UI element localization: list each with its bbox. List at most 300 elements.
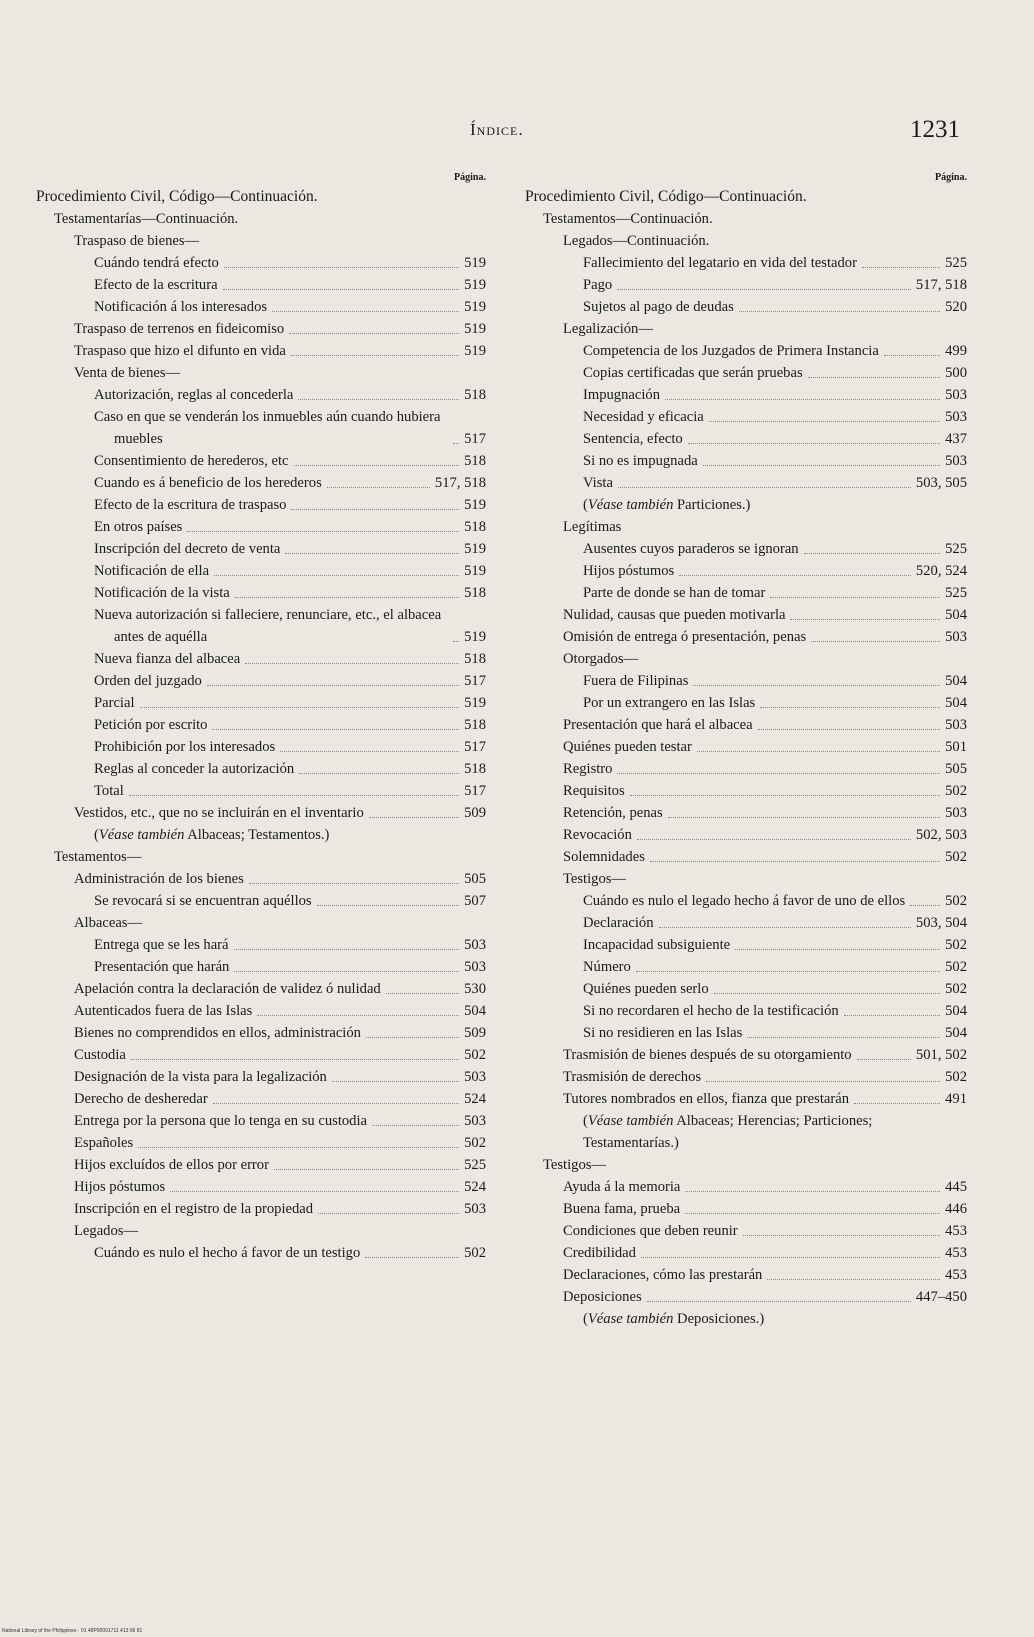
- dot-leader: [138, 1147, 459, 1148]
- index-entry: [36, 890, 486, 912]
- dot-leader: [862, 267, 940, 268]
- index-entry: [36, 868, 486, 890]
- dot-leader: [688, 443, 940, 444]
- entry-text: Necesidad y eficacia: [583, 409, 704, 425]
- entry-text: Hijos póstumos: [583, 563, 675, 579]
- index-entry: [36, 538, 486, 560]
- index-entry: [36, 846, 486, 868]
- entry-text: Cuándo tendrá efecto: [94, 255, 219, 271]
- entry-text: Procedimiento Civil, Código—Continuación.: [36, 188, 318, 205]
- entry-page-ref: 503: [464, 1201, 486, 1217]
- index-entry: [36, 1154, 486, 1176]
- index-entry: [525, 1242, 967, 1264]
- entry-page-ref: 437: [945, 431, 967, 447]
- index-entry: [525, 1022, 967, 1044]
- index-entry: [36, 340, 486, 362]
- dot-leader: [910, 905, 940, 906]
- index-entry: [525, 1066, 967, 1088]
- pagina-label: Página.: [935, 172, 967, 183]
- index-entry: [36, 1088, 486, 1110]
- index-entry: [525, 978, 967, 1000]
- dot-leader: [140, 707, 460, 708]
- index-entry: [525, 670, 967, 692]
- dot-leader: [767, 1279, 940, 1280]
- entry-text: Sujetos al pago de deudas: [583, 299, 734, 315]
- entry-page-ref: 447–450: [915, 1289, 967, 1305]
- index-entry: [525, 362, 967, 384]
- dot-leader: [760, 707, 940, 708]
- dot-leader: [747, 1037, 940, 1038]
- entry-text: (Véase también Albaceas; Herencias; Particiones; Testamentarías.): [583, 1113, 873, 1151]
- entry-text: Custodia: [74, 1047, 126, 1063]
- dot-leader: [299, 773, 459, 774]
- entry-page-ref: 519: [464, 563, 486, 579]
- index-entry: [525, 802, 967, 824]
- dot-leader: [709, 421, 940, 422]
- entry-page-ref: 504: [945, 1003, 967, 1019]
- index-entry: [525, 1154, 967, 1176]
- entry-text: Vestidos, etc., que no se incluirán en el inventario: [74, 805, 364, 821]
- index-entry: [525, 318, 967, 340]
- index-entry: [525, 1044, 967, 1066]
- entry-text: Por un extrangero en las Islas: [583, 695, 756, 711]
- dot-leader: [703, 465, 940, 466]
- entry-page-ref: 517: [464, 783, 486, 799]
- dot-leader: [697, 751, 940, 752]
- entry-text: Administración de los bienes: [74, 871, 244, 887]
- entry-text: Testamentarías—Continuación.: [54, 211, 239, 227]
- entry-text: (Véase también Deposiciones.): [583, 1311, 765, 1327]
- index-list-left: [36, 186, 486, 1264]
- entry-page-ref: 504: [945, 695, 967, 711]
- entry-text: Españoles: [74, 1135, 134, 1151]
- entry-text: Declaraciones, cómo las prestarán: [563, 1267, 763, 1283]
- index-entry: [36, 1242, 486, 1264]
- dot-leader: [811, 641, 940, 642]
- entry-text: Legados—Continuación.: [563, 233, 710, 249]
- index-entry: [36, 230, 486, 252]
- page-title: Índice.: [470, 120, 524, 139]
- entry-text: Si no es impugnada: [583, 453, 698, 469]
- index-entry: [36, 318, 486, 340]
- entry-text: Trasmisión de bienes después de su otorgamiento: [563, 1047, 852, 1063]
- entry-text: Cuándo es nulo el hecho á favor de un testigo: [94, 1245, 361, 1261]
- entry-page-ref: 502: [945, 783, 967, 799]
- index-entry: [525, 186, 967, 208]
- dot-leader: [224, 267, 459, 268]
- entry-page-ref: 519: [464, 255, 486, 271]
- index-entry: [525, 780, 967, 802]
- entry-page-ref: 503: [945, 387, 967, 403]
- see-also-note: [525, 494, 967, 516]
- entry-text: Credibilidad: [563, 1245, 636, 1261]
- index-entry: [525, 1000, 967, 1022]
- index-entry: [525, 340, 967, 362]
- see-also-note: [36, 824, 486, 846]
- entry-text: En otros países: [94, 519, 183, 535]
- entry-page-ref: 503: [945, 717, 967, 733]
- index-entry: [36, 934, 486, 956]
- dot-leader: [280, 751, 459, 752]
- entry-text: Presentación que harán: [94, 959, 230, 975]
- entry-text: Competencia de los Juzgados de Primera Instancia: [583, 343, 879, 359]
- entry-page-ref: 499: [945, 343, 967, 359]
- index-entry: [525, 1264, 967, 1286]
- index-entry: [36, 450, 486, 472]
- dot-leader: [743, 1235, 940, 1236]
- dot-leader: [636, 971, 940, 972]
- entry-text: Testamentos—: [54, 849, 142, 865]
- entry-page-ref: 509: [464, 1025, 486, 1041]
- entry-text: Incapacidad subsiguiente: [583, 937, 731, 953]
- entry-text: Total: [94, 783, 124, 799]
- entry-page-ref: 491: [945, 1091, 967, 1107]
- entry-text: Nueva fianza del albacea: [94, 651, 241, 667]
- dot-leader: [332, 1081, 459, 1082]
- dot-leader: [257, 1015, 459, 1016]
- entry-page-ref: 519: [464, 277, 486, 293]
- index-entry: [525, 626, 967, 648]
- dot-leader: [207, 685, 459, 686]
- entry-page-ref: 509: [464, 805, 486, 821]
- dot-leader: [706, 1081, 940, 1082]
- index-entry: [36, 648, 486, 670]
- see-also-note: [525, 1110, 967, 1154]
- index-entry: [525, 406, 967, 428]
- entry-text: Traspaso que hizo el difunto en vida: [74, 343, 286, 359]
- entry-text: Legítimas: [563, 519, 622, 535]
- index-entry: [525, 758, 967, 780]
- entry-page-ref: 518: [464, 651, 486, 667]
- entry-text: Hijos excluídos de ellos por error: [74, 1157, 269, 1173]
- dot-leader: [884, 355, 940, 356]
- entry-page-ref: 517, 518: [434, 475, 486, 491]
- dot-leader: [249, 883, 459, 884]
- index-entry: [525, 890, 967, 912]
- entry-page-ref: 503: [945, 409, 967, 425]
- index-entry: [36, 1110, 486, 1132]
- entry-text: Tutores nombrados en ellos, fianza que prestarán: [563, 1091, 849, 1107]
- index-entry: [525, 208, 967, 230]
- entry-text: Traspaso de terrenos en fideicomiso: [74, 321, 285, 337]
- index-entry: [36, 1220, 486, 1242]
- entry-page-ref: 503: [945, 629, 967, 645]
- entry-page-ref: 446: [945, 1201, 967, 1217]
- entry-text: Copias certificadas que serán pruebas: [583, 365, 803, 381]
- entry-text: Declaración: [583, 915, 654, 931]
- entry-page-ref: 525: [945, 541, 967, 557]
- index-entry: [36, 692, 486, 714]
- index-entry: [525, 252, 967, 274]
- entry-text: Autorización, reglas al concederla: [94, 387, 294, 403]
- index-entry: [36, 560, 486, 582]
- entry-text: Reglas al conceder la autorización: [94, 761, 295, 777]
- index-entry: [525, 1198, 967, 1220]
- entry-page-ref: 524: [464, 1091, 486, 1107]
- index-entry: [525, 472, 967, 494]
- entry-page-ref: 507: [464, 893, 486, 909]
- entry-page-ref: 518: [464, 761, 486, 777]
- index-entry: [36, 670, 486, 692]
- entry-text: Retención, penas: [563, 805, 663, 821]
- index-entry: [36, 956, 486, 978]
- dot-leader: [386, 993, 459, 994]
- entry-text: Registro: [563, 761, 613, 777]
- entry-text: Impugnación: [583, 387, 661, 403]
- entry-text: Entrega que se les hará: [94, 937, 229, 953]
- entry-page-ref: 502: [464, 1135, 486, 1151]
- dot-leader: [453, 443, 459, 444]
- index-entry: [525, 824, 967, 846]
- dot-leader: [212, 729, 459, 730]
- dot-leader: [790, 619, 940, 620]
- entry-text: Testigos—: [543, 1157, 607, 1173]
- entry-page-ref: 501, 502: [915, 1047, 967, 1063]
- index-entry: [525, 648, 967, 670]
- index-entry: [36, 582, 486, 604]
- index-entry: [36, 252, 486, 274]
- entry-page-ref: 502, 503: [915, 827, 967, 843]
- entry-page-ref: 503: [945, 805, 967, 821]
- entry-page-ref: 517: [464, 431, 486, 447]
- dot-leader: [844, 1015, 940, 1016]
- entry-text: Requisitos: [563, 783, 625, 799]
- entry-page-ref: 503: [464, 937, 486, 953]
- entry-page-ref: 503: [464, 1069, 486, 1085]
- dot-leader: [647, 1301, 911, 1302]
- entry-text: Trasmisión de derechos: [563, 1069, 702, 1085]
- index-entry: [525, 714, 967, 736]
- entry-text: Si no residieren en las Islas: [583, 1025, 743, 1041]
- index-entry: [36, 1066, 486, 1088]
- entry-page-ref: 503: [945, 453, 967, 469]
- entry-page-ref: 502: [464, 1047, 486, 1063]
- entry-page-ref: 505: [464, 871, 486, 887]
- entry-text: Quiénes pueden serlo: [583, 981, 709, 997]
- entry-text: Orden del juzgado: [94, 673, 202, 689]
- dot-leader: [617, 289, 911, 290]
- dot-leader: [187, 531, 459, 532]
- index-entry: [36, 780, 486, 802]
- index-entry: [36, 736, 486, 758]
- entry-page-ref: 518: [464, 453, 486, 469]
- entry-page-ref: 518: [464, 519, 486, 535]
- entry-page-ref: 518: [464, 585, 486, 601]
- entry-text: Omisión de entrega ó presentación, penas: [563, 629, 807, 645]
- entry-page-ref: 502: [945, 937, 967, 953]
- entry-page-ref: 519: [464, 299, 486, 315]
- dot-leader: [245, 663, 459, 664]
- dot-leader: [291, 355, 459, 356]
- index-entry: [36, 516, 486, 538]
- entry-text: Petición por escrito: [94, 717, 208, 733]
- dot-leader: [235, 597, 459, 598]
- index-entry: [36, 978, 486, 1000]
- entry-page-ref: 502: [945, 959, 967, 975]
- entry-text: Buena fama, prueba: [563, 1201, 681, 1217]
- entry-text: Derecho de desheredar: [74, 1091, 208, 1107]
- entry-text: Designación de la vista para la legalización: [74, 1069, 327, 1085]
- entry-text: Autenticados fuera de las Islas: [74, 1003, 253, 1019]
- index-entry: [36, 1198, 486, 1220]
- index-entry: [36, 296, 486, 318]
- dot-leader: [369, 817, 459, 818]
- index-entry: [525, 516, 967, 538]
- dot-leader: [637, 839, 911, 840]
- entry-page-ref: 525: [945, 585, 967, 601]
- dot-leader: [453, 641, 459, 642]
- entry-text: Revocación: [563, 827, 632, 843]
- index-entry: [525, 692, 967, 714]
- entry-text: Ausentes cuyos paraderos se ignoran: [583, 541, 799, 557]
- index-entry: [36, 274, 486, 296]
- dot-leader: [665, 399, 940, 400]
- entry-page-ref: 502: [464, 1245, 486, 1261]
- dot-leader: [739, 311, 940, 312]
- entry-page-ref: 517: [464, 739, 486, 755]
- dot-leader: [685, 1213, 940, 1214]
- index-entry: [525, 274, 967, 296]
- index-entry: [525, 956, 967, 978]
- entry-text: Caso en que se venderán los inmuebles aún cuando hubiera muebles: [94, 409, 441, 447]
- entry-text: Legalización—: [563, 321, 653, 337]
- index-entry: [525, 428, 967, 450]
- entry-page-ref: 504: [464, 1003, 486, 1019]
- index-entry: [525, 296, 967, 318]
- dot-leader: [618, 487, 911, 488]
- entry-text: Testigos—: [563, 871, 627, 887]
- entry-text: (Véase también Albaceas; Testamentos.): [94, 827, 330, 843]
- dot-leader: [679, 575, 911, 576]
- entry-page-ref: 519: [464, 629, 486, 645]
- entry-text: Legados—: [74, 1223, 139, 1239]
- dot-leader: [317, 905, 460, 906]
- entry-page-ref: 518: [464, 387, 486, 403]
- index-entry: [36, 758, 486, 780]
- entry-text: Testamentos—Continuación.: [543, 211, 713, 227]
- index-column-right: [525, 172, 967, 1330]
- entry-text: Albaceas—: [74, 915, 143, 931]
- index-entry: [525, 230, 967, 252]
- dot-leader: [693, 685, 940, 686]
- entry-text: Prohibición por los interesados: [94, 739, 276, 755]
- dot-leader: [289, 333, 459, 334]
- entry-page-ref: 505: [945, 761, 967, 777]
- index-entry: [36, 912, 486, 934]
- entry-text: Nueva autorización si falleciere, renunciare, etc., el albacea antes de aquélla: [94, 607, 442, 645]
- index-entry: [36, 208, 486, 230]
- entry-text: Número: [583, 959, 631, 975]
- entry-page-ref: 502: [945, 981, 967, 997]
- entry-page-ref: 504: [945, 1025, 967, 1041]
- entry-page-ref: 453: [945, 1223, 967, 1239]
- entry-page-ref: 517: [464, 673, 486, 689]
- entry-page-ref: 525: [464, 1157, 486, 1173]
- entry-text: Solemnidades: [563, 849, 645, 865]
- index-entry: [36, 186, 486, 208]
- index-entry: [36, 472, 486, 494]
- page-number: 1231: [910, 116, 960, 143]
- entry-text: Quiénes pueden testar: [563, 739, 692, 755]
- dot-leader: [129, 795, 459, 796]
- entry-text: Efecto de la escritura: [94, 277, 218, 293]
- dot-leader: [372, 1125, 459, 1126]
- entry-page-ref: 501: [945, 739, 967, 755]
- entry-page-ref: 503: [464, 1113, 486, 1129]
- entry-page-ref: 519: [464, 321, 486, 337]
- dot-leader: [214, 575, 459, 576]
- dot-leader: [294, 465, 460, 466]
- dot-leader: [668, 817, 940, 818]
- entry-page-ref: 519: [464, 497, 486, 513]
- dot-leader: [285, 553, 459, 554]
- dot-leader: [318, 1213, 459, 1214]
- entry-text: Venta de bienes—: [74, 365, 181, 381]
- entry-text: Consentimiento de herederos, etc: [94, 453, 289, 469]
- dot-leader: [365, 1257, 459, 1258]
- entry-page-ref: 504: [945, 673, 967, 689]
- entry-text: Presentación que hará el albacea: [563, 717, 753, 733]
- dot-leader: [770, 597, 940, 598]
- entry-page-ref: 519: [464, 695, 486, 711]
- index-entry: [525, 450, 967, 472]
- entry-text: Notificación de ella: [94, 563, 210, 579]
- entry-text: Traspaso de bienes—: [74, 233, 200, 249]
- entry-page-ref: 453: [945, 1245, 967, 1261]
- index-entry: [525, 582, 967, 604]
- entry-text: Hijos póstumos: [74, 1179, 166, 1195]
- index-entry: [525, 1286, 967, 1308]
- entry-page-ref: 502: [945, 893, 967, 909]
- index-entry: [525, 736, 967, 758]
- index-list-right: [525, 186, 967, 1330]
- dot-leader: [735, 949, 940, 950]
- index-entry: [525, 1220, 967, 1242]
- entry-page-ref: 503, 505: [915, 475, 967, 491]
- index-entry: [36, 1022, 486, 1044]
- index-entry: [36, 802, 486, 824]
- entry-text: Si no recordaren el hecho de la testificación: [583, 1003, 839, 1019]
- entry-text: Procedimiento Civil, Código—Continuación.: [525, 188, 807, 205]
- see-also-note: [525, 1308, 967, 1330]
- entry-text: Pago: [583, 277, 613, 293]
- dot-leader: [659, 927, 911, 928]
- index-entry: [525, 868, 967, 890]
- entry-text: Fuera de Filipinas: [583, 673, 689, 689]
- entry-page-ref: 503, 504: [915, 915, 967, 931]
- entry-page-ref: 502: [945, 1069, 967, 1085]
- index-entry: [525, 384, 967, 406]
- pagina-label: Página.: [454, 172, 486, 183]
- entry-page-ref: 504: [945, 607, 967, 623]
- index-entry: [525, 1176, 967, 1198]
- dot-leader: [274, 1169, 459, 1170]
- entry-page-ref: 453: [945, 1267, 967, 1283]
- entry-page-ref: 525: [945, 255, 967, 271]
- dot-leader: [131, 1059, 459, 1060]
- index-entry: [36, 604, 486, 648]
- entry-page-ref: 500: [945, 365, 967, 381]
- entry-text: (Véase también Particiones.): [583, 497, 751, 513]
- entry-text: Nulidad, causas que pueden motivarla: [563, 607, 786, 623]
- index-entry: [36, 384, 486, 406]
- dot-leader: [758, 729, 940, 730]
- dot-leader: [617, 773, 940, 774]
- index-entry: [525, 912, 967, 934]
- entry-text: Parcial: [94, 695, 135, 711]
- entry-text: Efecto de la escritura de traspaso: [94, 497, 287, 513]
- index-entry: [525, 560, 967, 582]
